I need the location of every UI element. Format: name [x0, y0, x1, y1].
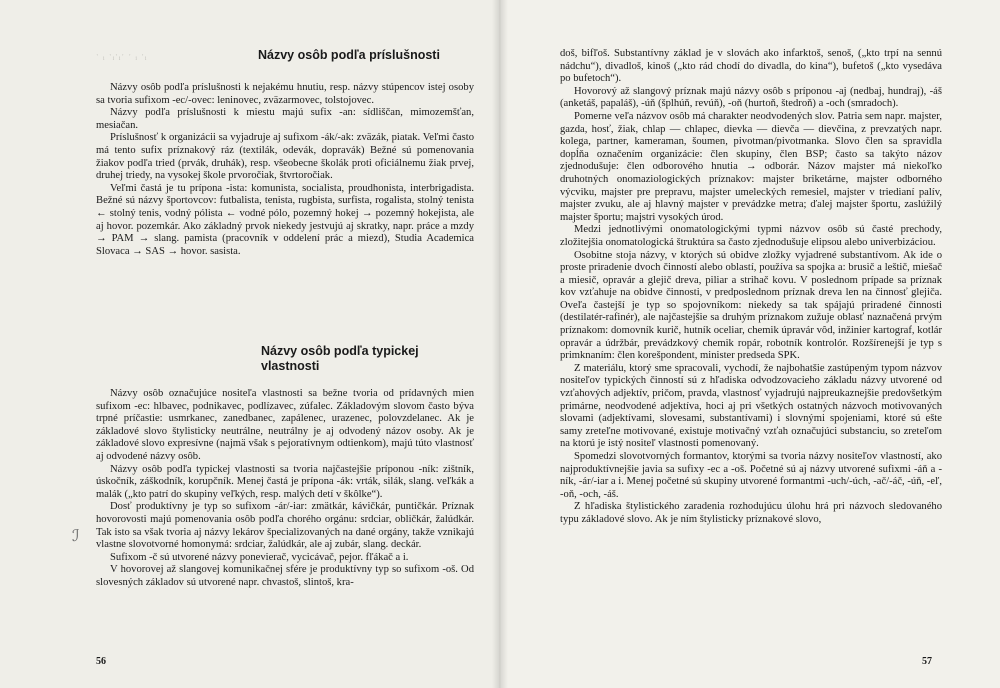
bleed-through-text: ˑ ᵢ ˑᵢˑᵢˑ ˑ ᵢ ˑᵢ	[96, 52, 148, 62]
paragraph: Sufixom -č sú utvorené názvy ponevierač, vycicávač, pejor. fľákač a i.	[110, 551, 409, 563]
heading-line: vlastnosti	[261, 359, 320, 373]
right-column	[560, 48, 942, 527]
right-page	[500, 0, 1000, 688]
paragraph: Názvy osôb označujúce nositeľa vlastnosti sa bežne tvoria od prídavných mien sufixom -ec: hlbavec, podnikavec, podlízavec, zúfalec. Základovým slovom často býva trpné príčastie: usmrkanec, zanedbanec, zapálenec, urazenec, polovzdelanec. Ak je základové slovo štylisticky neutrálne, neutrálny je aj odvodený názov osoby. Ak je základové slovo expresívne (najmä však s pejoratívnym odtienkom), majú túto vlastnosť aj odvodené názvy osôb.	[96, 388, 474, 462]
pencil-mark-icon: ℐ	[72, 528, 80, 545]
paragraph: Názvy osôb podľa typickej vlastnosti sa tvoria najčastejšie príponou -ník: zištník, úskočník, záškodník, korupčník. Menej častá je prípona -ák: vrták, silák, slang. veľkák a malák („kto patrí do skupiny veľkých, resp. malých detí v škôlke“).	[96, 463, 474, 500]
paragraph: V hovorovej až slangovej komunikačnej sfére je produktívny typ so sufixom -oš. Od slovesných základov sú utvorené napr. chvastoš, slintoš, kra-	[96, 564, 474, 588]
paragraph: Hovorový až slangový príznak majú názvy osôb s príponou -aj (nedbaj, hundraj), -áš (anketáš, papaláš), -úň (šplhúň, revúň), -oň (hurtoň, štedroň) a -och (smradoch).	[560, 85, 942, 110]
paragraph: Z hľadiska štylistického zaradenia rozhodujúcu úlohu hrá pri názvoch sledovaného typu základové slovo. Ak je ním štylisticky príznakové slovo,	[560, 501, 942, 525]
section-heading-typical-property	[261, 344, 419, 374]
book-gutter	[492, 0, 508, 688]
paragraph: Medzi jednotlivými onomatologickými typmi názvov osôb sú časté prechody, zložitejšia onomatologická štruktúra sa často zjednodušuje elipsou alebo univerbizáciou.	[560, 224, 942, 248]
section-heading-affiliation: Názvy osôb podľa príslušnosti	[258, 48, 440, 62]
paragraph: Veľmi častá je tu prípona -ista: komunista, socialista, proudhonista, interbrigadista. Bežné sú názvy športovcov: futbalista, tenista, rugbista, surfista, rogalista, stolný tenista ← stolný tenis, vodný pólista ← vodné pólo, pozemný hokej → pozemný hokejista, ale aj hovor. pozemkár. Ako základný prvok niekedy jestvujú aj skratky, napr. práce a mzdy → PAM → slang. pamista (pracovník v oddelení prác a miezd), Studia Academica Slovaca → SAS → hovor. sasista.	[96, 182, 474, 257]
page-number: 57	[922, 656, 932, 667]
left-column-top	[96, 82, 474, 258]
page-number: 56	[96, 656, 106, 667]
paragraph: Spomedzi slovotvorných formantov, ktorými sa tvoria názvy nositeľov vlastností, ako najproduktívnejšie javia sa sufixy -ec a -oš. Početné sú aj názvy utvorené sufixmi -áň a -ník, -ár/-iar a i. Menej početné sú skupiny utvorené formantmi -uch/-úch, -ač/-áč, -úň, -eľ, -oň, -och, -áš.	[560, 451, 942, 500]
paragraph: Názvy osôb podľa príslušnosti k nejakému hnutiu, resp. názvy stúpencov istej osoby sa tvoria sufixom -ec/-ovec: leninovec, zväzarmovec, tolstojovec.	[96, 82, 474, 106]
left-column-bottom	[96, 388, 474, 590]
paragraph: Dosť produktívny je typ so sufixom -ár/-iar: zmätkár, kávičkár, puntičkár. Príznak hovorovosti majú pomenovania osôb podľa chorého orgánu: srdciar, obličkár, žalúdkár. Tak isto sa však tvoria aj názvy lekárov špecializovaných na dané orgány, takže vznikajú vlastne slovotvorné homonymá: srdciar, žalúdkár, ale aj zubár, slang. deckár.	[96, 501, 474, 551]
paragraph: doš, bifľoš. Substantívny základ je v slovách ako infarktoš, senoš, („kto trpí na sennú nádchu“), divadloš, kinoš („kto rád chodí do divadla, do kina“), bufetoš („kto vysedáva po bufetoch“).	[560, 48, 942, 85]
heading-line: Názvy osôb podľa typickej	[261, 344, 419, 358]
paragraph: Osobitne stoja názvy, v ktorých sú obidve zložky vyjadrené substantívom. Ak ide o proste priradenie dvoch činností alebo oblastí, používa sa spojka a: brusič a leštič, miešač a miesič, opravár a glejič dreva, piliar a strihač kovu. V poslednom prípade sa príznak kov vzťahuje na obidve činnosti, v predposlednom príznak dreva len na činnosť glejiča. Oveľa častejší je typ so spojovníkom: niekedy sa tak spájajú priradené činnosti (destilatér-rafinér), ale najčastejšie sa druhým príznakom zužuje oblasť naznačená prvým príznakom: domovník kurič, hutník oceliar, chemik úpravár vôd, inžinier kartograf, kotlár opravár a údržbár, prevádzkový chemik ropár, robotník kontrolór. Rozšírenejší je typ s primknaním: člen korešpondent, minister predseda SPK.	[560, 249, 942, 362]
paragraph: Z materiálu, ktorý sme spracovali, vychodí, že najbohatšie zastúpeným typom názvov nositeľov typických činností sú z hľadiska odvodzovacieho základu názvy utvorené od vzťahových adjektív, pričom, pravda, vlastnosť vyjadrujú najpreukaznejšie predovšetkým primárne, neodvodené adjektíva, hoci aj pri všetkých ostatných názvoch motivovaných slovami (adjektívami, slovesami, substantívami) i slovnými spojeniami, ktoré sú ešte samy zreteľne motivované, existuje motivačný vzťah označujúci substanciu, so zreteľom na ktorú je istý nositeľ vlastnosti pomenovaný.	[560, 362, 942, 450]
paragraph: Príslušnosť k organizácii sa vyjadruje aj sufixom -ák/-ak: zväzák, piatak. Veľmi často má tento sufix príznakový ráz (textilák, odevák, dopravák) Bežné sú pomenovania žiakov podľa tried (prvák, druhák), resp. všeobecne školák proti oficiálnemu žiak prvej, druhej triedy, na vysokej škole prvoročiak, štvrtoročiak.	[96, 132, 474, 182]
paragraph: Názvy podľa príslušnosti k miestu majú sufix -an: sídliščan, mimozemšťan, mesiačan.	[96, 107, 474, 131]
paragraph: Pomerne veľa názvov osôb má charakter neodvodených slov. Patria sem napr. majster, gazda, hosť, žiak, chlap — chlapec, dievka — dievča — dievčina, z prevzatých napr. kolega, partner, kameraman, šoumen, pivotman/pivotmanka. Slovo člen sa spravidla dopĺňa označením organizácie: člen skupiny, člen BSP; často sa takýto názov zjednodušuje: člen odborového hnutia → odborár. Názov majster má niekoľko druhotných onomaziologických príznakov: majster briketárne, majster odborného výcviku, majster pre prepravu, majster umeleckých remesiel, majster v triedianí palív, majster zvuku, ale aj hlavný majster v prevádzke metra; ďalej majster športu, zaslúžilý majster športu; majstri vysokých úrod.	[560, 110, 942, 223]
